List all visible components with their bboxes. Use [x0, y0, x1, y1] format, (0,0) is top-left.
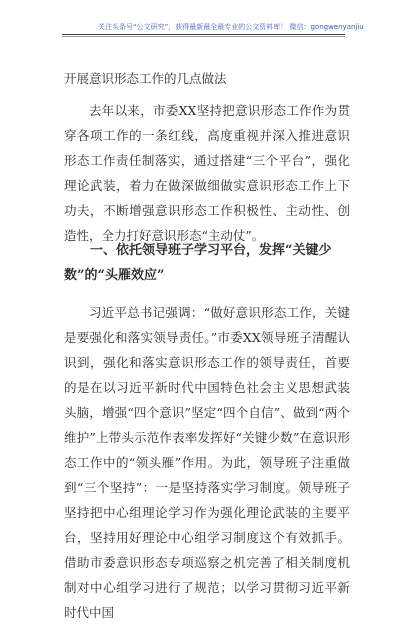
body-paragraph-section-1: 习近平总书记强调：“做好意识形态工作，关键是要强化和落实领导责任。”市委XX领导班子清醒认识到，强化和落实意识形态工作的领导责任，首要的是在以习近平新时代中国特色社会主义思想武装头脑，增强“四个意识”坚定“四个自信”、做到“两个维护”上带头示范作表率发挥好“关键少数”在意识形态工作中的“领头雁”作用。为此，领导班子注重做到“三个坚持”：一是坚持落实学习制度。领导班子坚持把中心组理论学习作为强化理论武装的主要平台，坚持用好理论中心组学习制度这个有效抓手。借助市委意识形态专项巡察之机完善了相关制度机制对中心组学习进行了规范；以学习贯彻习近平新时代中国 [64, 305, 350, 620]
body-paragraph-intro: 去年以来，市委XX坚持把意识形态工作作为贯穿各项工作的一条红线，高度重视并深入推进意识形态工作责任制落实，通过搭建“三个平台”，强化理论武装，着力在做深做细做实意识形态工作上下功夫，不断增强意识形态工作积极性、主动性、创造性，全力打好意识形态“主动仗”。 [64, 103, 350, 243]
header-divider-secondary [62, 36, 345, 37]
section-heading-1: 一、依托领导班子学习平台，发挥“关键少数”的“头雁效应” [64, 243, 332, 283]
header-divider [62, 34, 345, 35]
top-banner-notice: 关注头条号“公文研究”，获得最新最全最专业的公文资料库！ 微信：gongwenyanjiu [98, 23, 364, 31]
document-title: 开展意识形态工作的几点做法 [64, 71, 227, 86]
